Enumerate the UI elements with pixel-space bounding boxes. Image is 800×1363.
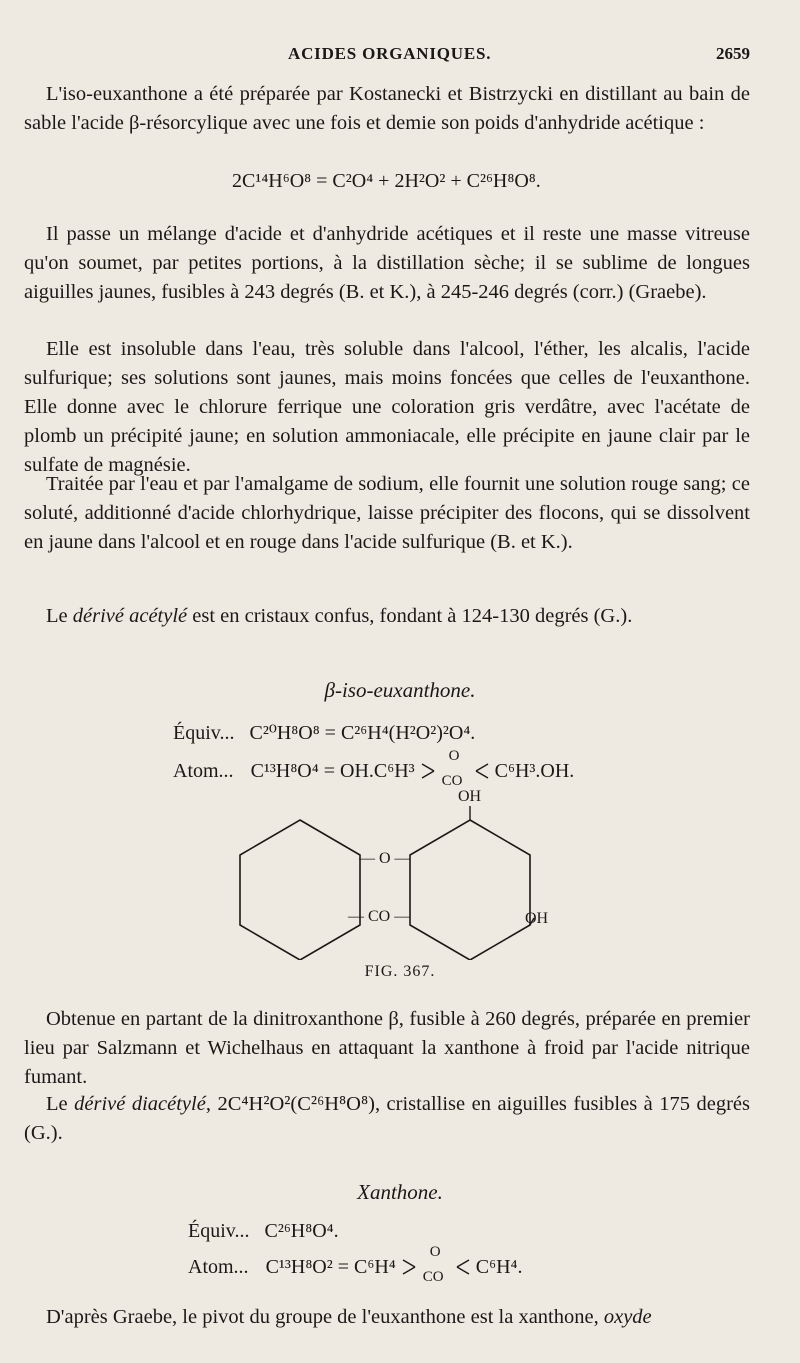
running-header [0, 44, 800, 68]
paragraph-6: Obtenue en partant de la dinitroxanthone β, fusible à 260 degrés, préparée en premier lieu par Salzmann et Wichelhaus en attaquant la xanthone à froid par l'acide nitrique fumant. [24, 1008, 750, 1088]
oxygen-bridge-label: — O — [359, 850, 411, 867]
structure-diagram [200, 788, 600, 965]
paragraph-1: L'iso-euxanthone a été préparée par Kostanecki et Bistrzycki en distillant au bain de sable l'acide β-résorcylique avec une fois et demie son poids d'anhydride acétique : [24, 83, 750, 134]
equiv-line-2: Équiv... C²⁶H⁸O⁴. [188, 1220, 339, 1242]
equiv-line-1: Équiv... C²⁰H⁸O⁸ = C²⁶H⁴(H²O²)²O⁴. [173, 722, 476, 744]
left-ring [240, 820, 360, 960]
paragraph-4: Traitée par l'eau et par l'amalgame de sodium, elle fournit une solution rouge sang; ce soluté, additionné d'acide chlorhydrique, laisse précipiter des flocons, qui se dissolvent en jaune dans l'alcool et en rouge dans l'acide sulfurique (B. et K.). [24, 473, 750, 553]
right-ring [410, 820, 530, 960]
oh-top-label: OH [458, 788, 482, 805]
figure-caption: FIG. 367. [364, 963, 436, 980]
equation-1: 2C¹⁴H⁶O⁸ = C²O⁴ + 2H²O² + C²⁶H⁸O⁸. [232, 170, 541, 192]
atom-line-1: Atom... C¹³H⁸O⁴ = OH.C⁶H³ O CO C⁶H³.OH. [173, 748, 575, 790]
running-title: ACIDES ORGANIQUES. [288, 44, 492, 63]
bridge-symbol: O CO [420, 762, 490, 782]
page-number: 2659 [716, 44, 750, 63]
paragraph-8: D'après Graebe, le pivot du groupe de l'euxanthone est la xanthone, oxyde [46, 1306, 652, 1328]
paragraph-5: Le dérivé acétylé est en cristaux confus, fondant à 124-130 degrés (G.). [46, 605, 633, 627]
carbonyl-bridge-label: — CO — [348, 908, 411, 925]
heading-xanthone: Xanthone. [357, 1180, 443, 1204]
heading-beta-iso-euxanthone: β-iso-euxanthone. [324, 678, 476, 702]
oh-right-label: OH [525, 910, 549, 927]
bridge-symbol-2: O CO [401, 1258, 471, 1278]
atom-line-2: Atom... C¹³H⁸O² = C⁶H⁴ O CO C⁶H⁴. [188, 1244, 523, 1286]
paragraph-3: Elle est insoluble dans l'eau, très soluble dans l'alcool, l'éther, les alcalis, l'acide sulfurique; ses solutions sont jaunes, mais moins foncées que celles de l'euxanthone. Elle donne avec le chlorure ferrique une coloration gris verdâtre, avec l'acétate de plomb un précipité jaune; en solution ammoniacale, elle précipite en jaune clair par le sulfate de magnésie. [24, 338, 750, 476]
paragraph-7: Le dérivé diacétylé, 2C⁴H²O²(C²⁶H⁸O⁸), cristallise en aiguilles fusibles à 175 degrés (G.). [24, 1093, 751, 1144]
paragraph-2: Il passe un mélange d'acide et d'anhydride acétiques et il reste une masse vitreuse qu'on soumet, par petites portions, à la distillation sèche; il se sublime de longues aiguilles jaunes, fusibles à 243 degrés (B. et K.), à 245-246 degrés (corr.) (Graebe). [24, 223, 750, 303]
